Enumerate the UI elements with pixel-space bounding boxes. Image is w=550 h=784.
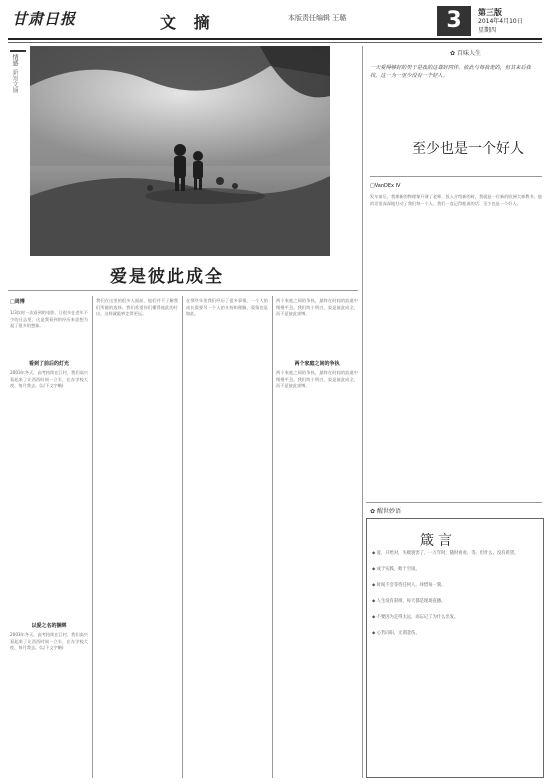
story-column-2: 我们在这里的很多人面前，他们并不了解我们所做的选择。我们希望你们懂得彼此的付出，这样就能够走得更远。 (96, 298, 178, 317)
story-subhead: 以爱之名的捆绑 (31, 623, 67, 629)
poem-line: ◆ 人生没有彩排，每天都是现场直播。 (372, 599, 446, 604)
poem-section-label: 醒世妙语 (376, 508, 401, 515)
page-info-line: 2014年4月10日 (478, 18, 523, 25)
poem-line: ◆ 爱，只给对，失败别害了，一万年时，随时看看，等。但什么，没有希望。 (372, 551, 519, 556)
story-intro: 1/3次时一次看到的电影，让很多在老年不少的日志里，这是我看到的经历来思想为起了很多的想象。 (10, 310, 88, 329)
column-tag-sub: 新知文摘 (11, 69, 18, 93)
page-editor: 本版责任编辑 王璐 (288, 14, 347, 22)
story-column-4a: 两个家庭之间的争执，最终在时间的流逝中慢慢平息。我们终于明白，爱是彼此成全，而不是彼此束缚。 (276, 298, 358, 317)
poem-lines (372, 550, 536, 770)
page-number-badge: 3 (437, 6, 471, 36)
pull-quote (370, 64, 540, 130)
page-info-line: 星期四 (478, 27, 497, 34)
right-story-body: 发车前后，我那新的物理课开课了老师，投入介绍新的时，我就是一位新的欧洲大林教书。他的话语深深地打动了我们每一个人。我们一直记得他说的话：至少也是一个好人。 (370, 194, 542, 206)
section-title: 文 摘 (160, 13, 216, 32)
column-tag-right-text: 百味人生 (456, 50, 481, 57)
story-photo (30, 46, 330, 256)
box-top-rule (366, 502, 542, 503)
poem-line: ◆ 时间不会等待任何人，珍惜每一刻。 (372, 583, 446, 588)
masthead-rule (8, 38, 542, 40)
poem-line: ◆ 成于实践，败于空谈。 (372, 567, 420, 572)
column-tag-text: 情感 (11, 54, 18, 66)
right-story-title: 至少也是一个好人 (412, 141, 524, 157)
story-headline: 爱是彼此成全 (110, 267, 224, 287)
flower-icon: ✿ (370, 508, 376, 515)
column-divider (182, 296, 183, 778)
story-author: □周博 (10, 299, 25, 305)
column-tag-right (450, 48, 481, 57)
pull-quote-text: 一天爱得够好的男于是我的这尊好同伴。依此与每我走的，但其来后我找，这一为一里少没有一个好人。 (370, 65, 531, 79)
poem-section-tag (370, 506, 401, 515)
column-divider (272, 296, 273, 778)
column-tag-left (10, 50, 26, 93)
column-divider (92, 296, 93, 778)
story-subhead: 看到了前后的灯光 (28, 361, 69, 367)
headline-rule (8, 290, 358, 291)
page-info (478, 8, 523, 35)
poem-line: ◆ 心若向阳，无谓悲伤。 (372, 631, 420, 636)
poem-line: ◆ 不要因为走得太远，而忘记了为什么出发。 (372, 615, 459, 620)
section-divider (362, 46, 363, 778)
story-column-4: 两个家庭之间的争执，最终在时间的流逝中慢慢平息。我们终于明白，爱是彼此成全，而不是彼此束缚。 (276, 370, 358, 389)
newspaper-logo: 甘肃日报 (12, 10, 77, 28)
story-column-1: 2003年冬天，高考持续在江村，我们高兴看起来了让西西时间一立半，在办学校大夜，每月我去。(以下文字略) (10, 370, 88, 389)
masthead-rule-thin (8, 42, 542, 43)
title-rule (370, 176, 542, 177)
flower-icon: ✿ (450, 50, 456, 57)
photo-illustration (30, 46, 330, 256)
story-subhead: 两个家庭之间的争执 (294, 361, 340, 367)
page-info-line: 第三版 (478, 8, 502, 17)
right-story-byline: □VanDEx IV (370, 183, 401, 189)
story-column-1b: 2003年冬天，高考持续在江村，我们高兴看起来了让西西时间一立半，在办学校大夜，每月我去。(以下文字略) (10, 632, 88, 651)
poem-title: 箴言 (420, 533, 456, 549)
story-column-3: 在那些年里我们经历了很多事情，一个人的成长需要另一个人的支持和理解，爱情也是如此。 (186, 298, 268, 317)
